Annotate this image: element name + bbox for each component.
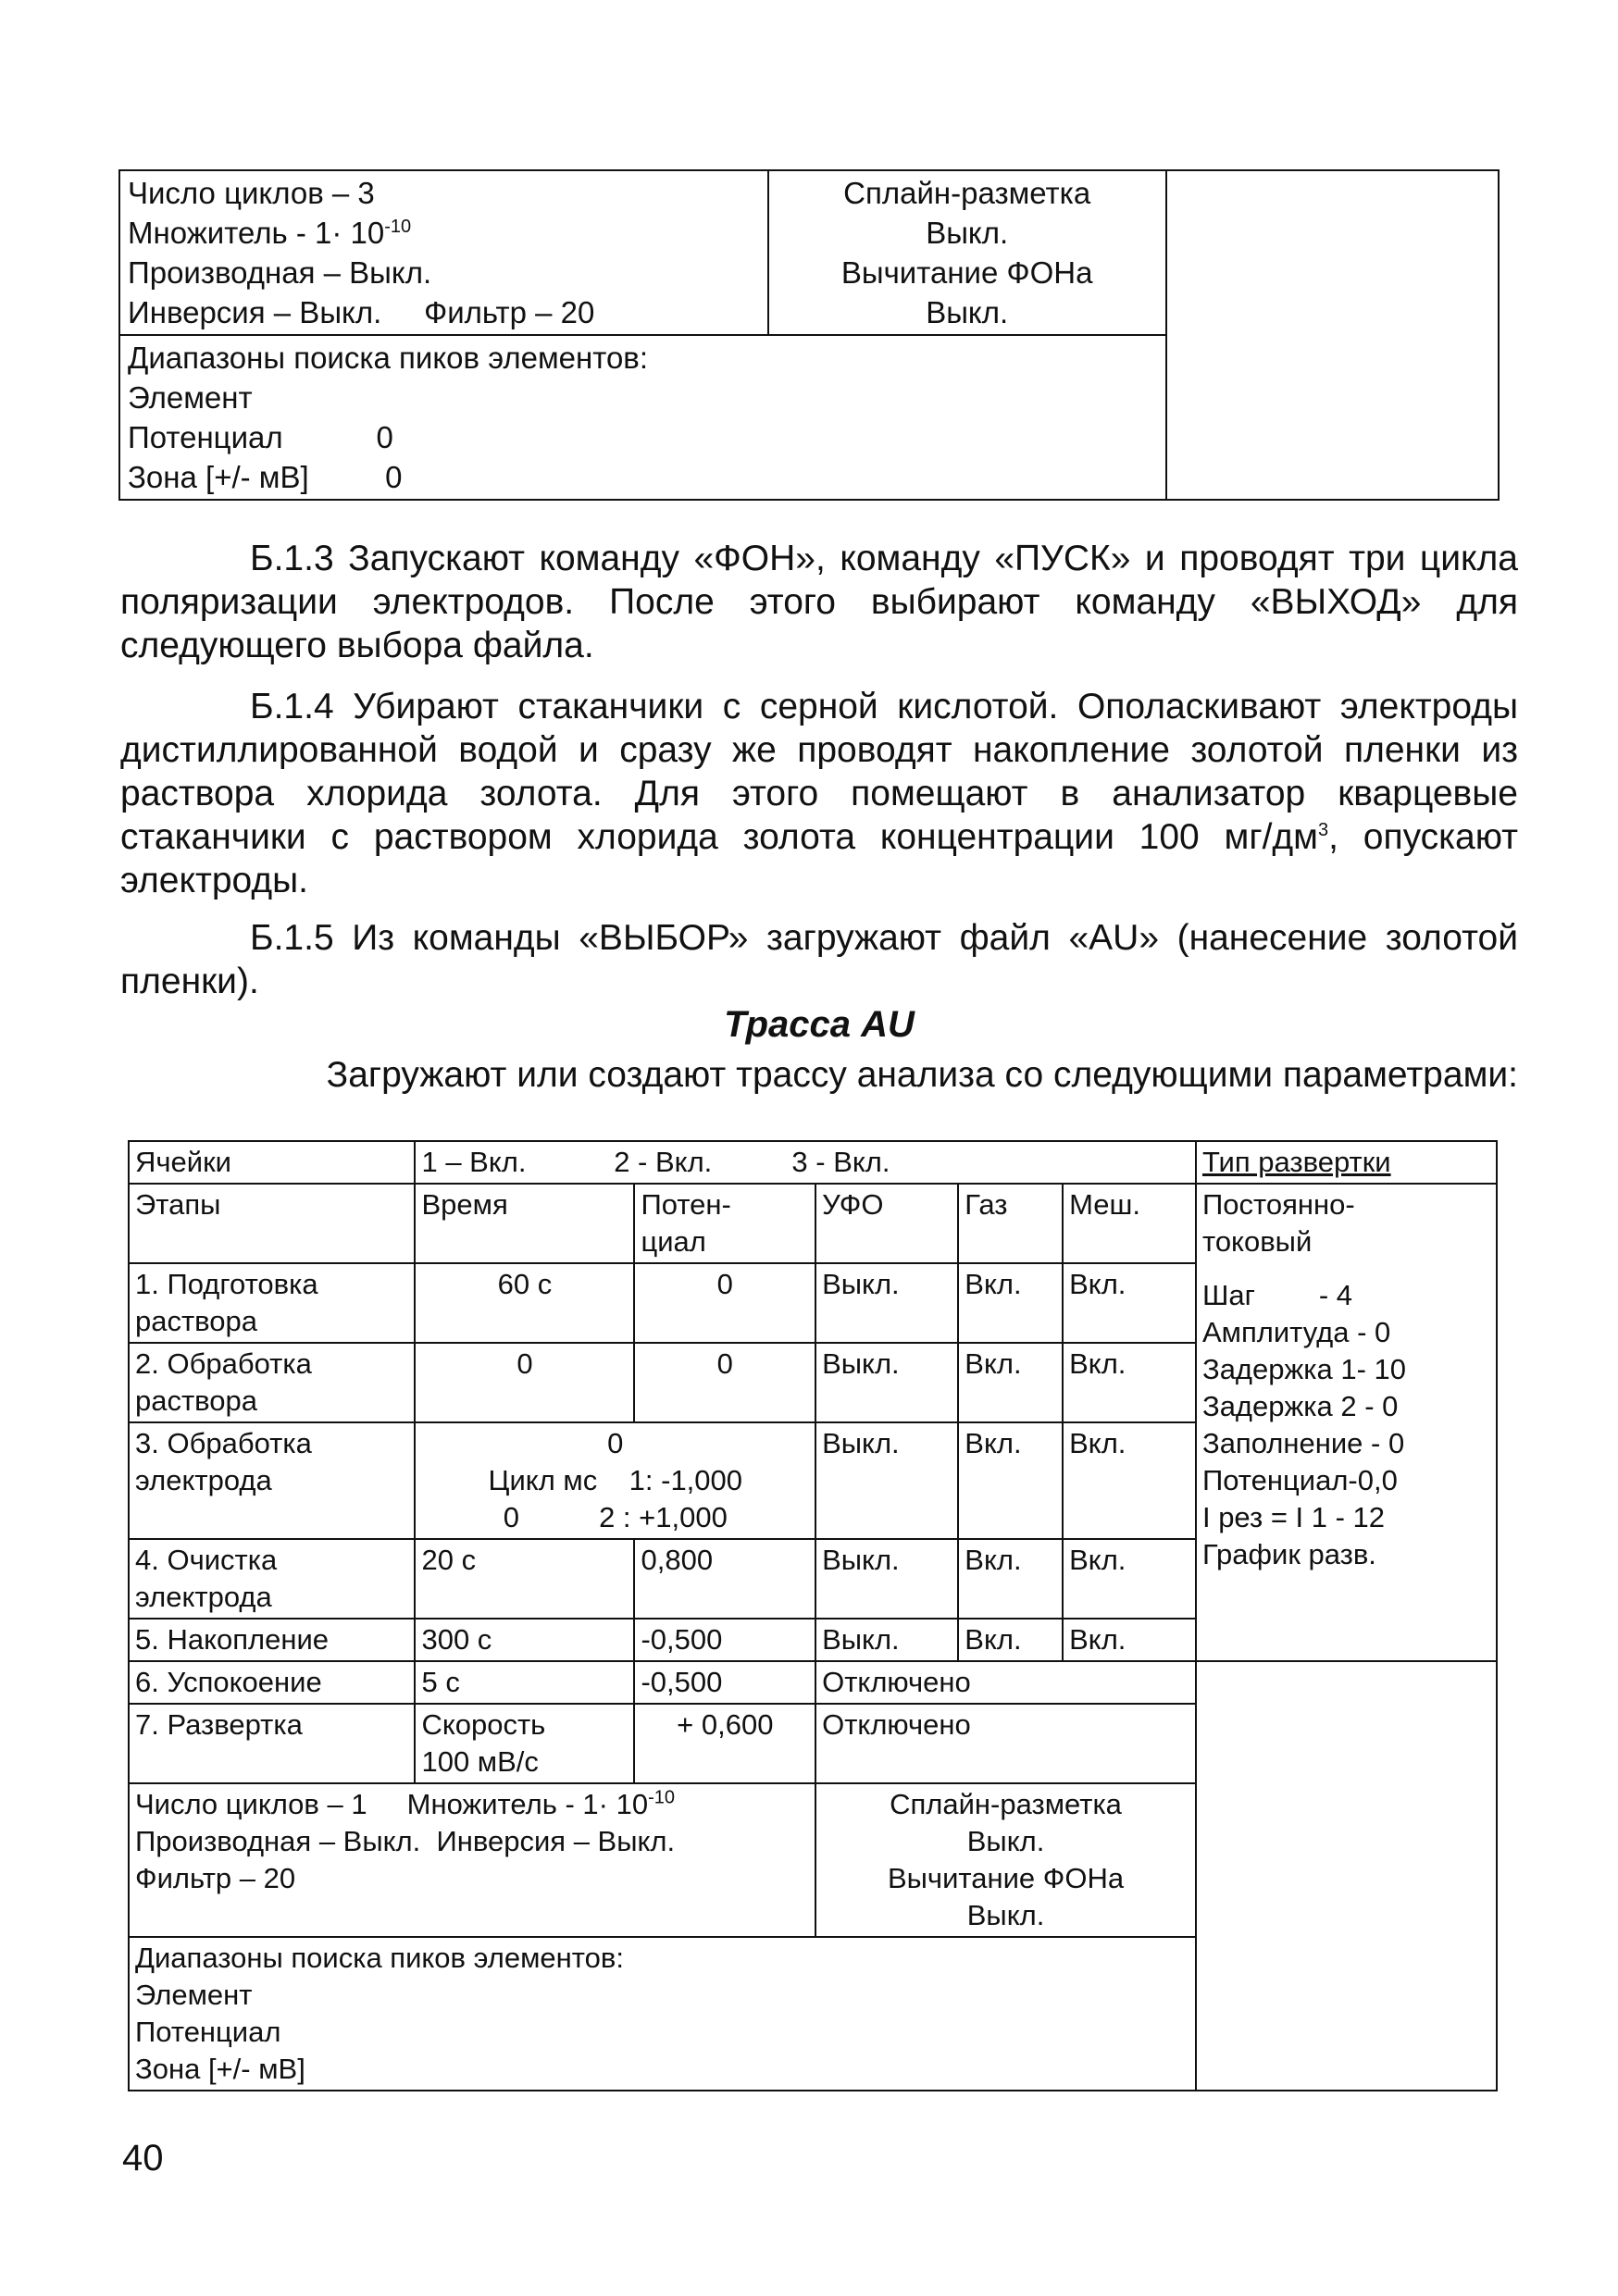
stage-time-potential: 0 Цикл мс 1: -1,000 0 2 : +1,000 [415,1422,815,1539]
parameters-table-1 [118,169,1500,501]
search-potential: Потенциал [135,2016,281,2048]
sweep-amplitude: Амплитуда - 0 [1201,1316,1391,1348]
stage-mix: Вкл. [1063,1539,1196,1619]
search-element: Элемент [128,380,253,415]
spline-value: Выкл. [926,216,1009,250]
trace-title: Трасса AU [724,1004,915,1045]
stage-name: 2. Обработка раствора [129,1343,415,1422]
header-ufo: УФО [815,1184,958,1263]
paragraph-b13: Б.1.3 Запускают команду «ФОН», команду «ПУСК» и проводят три цикла поляризации электродов. После этого выбирают команду «ВЫХОД» для следующего выбора файла. [120,539,1518,665]
trace-au-table [128,1140,1498,2091]
cells-values: 1 – Вкл. 2 - Вкл. 3 - Вкл. [415,1141,1196,1184]
stage-ufo: Выкл. [815,1422,958,1539]
trace-intro: Загружают или создают трассу анализа со следующими параметрами: [326,1055,1518,1095]
sweep-fill: Заполнение - 0 [1201,1427,1405,1459]
stage-gas: Вкл. [958,1422,1063,1539]
stage-status: Отключено [815,1704,1196,1783]
stage-gas: Вкл. [958,1263,1063,1343]
stage-potential: + 0,600 [634,1704,815,1783]
paragraph-b14: Б.1.4 Убирают стаканчики с серной кислотой. Ополаскивают электроды дистиллированной водой и сразу же проводят накопление золотой пленки из раствора хлорида золота. Для этого помещают в анализатор кварцевые стаканчики с раствором хлорида золота концентрации 100 $мг/дм^3$, опускают электроды. [120,687,1518,900]
sweep-parameters-cell [1196,1184,1497,1661]
stage-ufo: Выкл. [815,1619,958,1661]
stage-name: 6. Успокоение [129,1661,415,1704]
stage-potential: 0 [634,1263,815,1343]
search-zone: Зона [+/- мВ] [135,2053,305,2085]
stage-mix: Вкл. [1063,1343,1196,1422]
stage-name: 4. Очистка электрода [129,1539,415,1619]
stage-potential: 0 [634,1343,815,1422]
sweep-graph: График разв. [1201,1538,1376,1570]
sweep-step: Шаг - 4 [1201,1279,1353,1311]
header-potential: Потен- циал [634,1184,815,1263]
table1-params-cell [119,170,768,335]
search-heading: Диапазоны поиска пиков элементов: [135,1942,624,1974]
stage-name: 3. Обработка электрода [129,1422,415,1539]
bottom-spline-cell [815,1783,1196,1937]
sweep-potential: Потенциал-0,0 [1201,1464,1398,1496]
header-time: Время [415,1184,634,1263]
spline-value: Выкл. [966,1825,1045,1857]
stage-time: Скорость 100 мВ/с [415,1704,634,1783]
stage-status: Отключено [815,1661,1196,1704]
background-subtract-label: Вычитание ФОНа [840,255,1093,290]
sweep-delay-1: Задержка 1- 10 [1201,1353,1406,1385]
background-subtract-label: Вычитание ФОНа [887,1862,1125,1894]
sweep-type-value: Постоянно- токовый [1201,1188,1355,1258]
bottom-search-cell [129,1937,1196,2091]
background-subtract-value: Выкл. [926,295,1009,329]
header-gas: Газ [958,1184,1063,1263]
table-row [129,1661,1497,1704]
table1-empty-cell [1166,170,1499,500]
stage-ufo: Выкл. [815,1539,958,1619]
stage-potential: -0,500 [634,1619,815,1661]
header-stages: Этапы [129,1184,415,1263]
spline-label: Сплайн-разметка [890,1788,1122,1820]
page-number: 40 [122,2138,164,2178]
cycles-count: Число циклов – 3 [128,176,375,210]
stage-gas: Вкл. [958,1343,1063,1422]
stage-name: 5. Накопление [129,1619,415,1661]
sweep-current: I рез = I 1 - 12 [1201,1501,1386,1533]
stage-name: 7. Развертка [129,1704,415,1783]
inversion-filter: Инверсия – Выкл. Фильтр – 20 [128,295,595,329]
bottom-cycles-multiplier: Число циклов – 1 Множитель - $1\cdot 10^{-10}$ [135,1787,675,1820]
search-element: Элемент [135,1979,253,2011]
stage-mix: Вкл. [1063,1619,1196,1661]
stage-ufo: Выкл. [815,1263,958,1343]
stage-time: 300 с [415,1619,634,1661]
background-subtract-value: Выкл. [966,1899,1045,1931]
stage-time: 60 с [415,1263,634,1343]
stage-mix: Вкл. [1063,1263,1196,1343]
table1-spline-cell [768,170,1166,335]
search-potential: Потенциал 0 [128,420,393,454]
sweep-type-header: Тип развертки [1196,1141,1497,1184]
stage-gas: Вкл. [958,1539,1063,1619]
spline-label: Сплайн-разметка [843,176,1091,210]
stage-gas: Вкл. [958,1619,1063,1661]
bottom-params-cell [129,1783,815,1937]
search-heading: Диапазоны поиска пиков элементов: [128,341,648,375]
stage-name: 1. Подготовка раствора [129,1263,415,1343]
table1-search-cell [119,335,1166,500]
stage-time: 5 с [415,1661,634,1704]
search-zone: Зона [+/- мВ] 0 [128,460,403,494]
cells-label: Ячейки [129,1141,415,1184]
sweep-delay-2: Задержка 2 - 0 [1201,1390,1399,1422]
bottom-filter: Фильтр – 20 [135,1862,296,1894]
bottom-derivative: Производная – Выкл. Инверсия – Выкл. [135,1825,676,1857]
paragraph-b15: Б.1.5 Из команды «ВЫБОР» загружают файл «AU» (нанесение золотой пленки). [120,918,1518,1001]
stage-mix: Вкл. [1063,1422,1196,1539]
stage-ufo: Выкл. [815,1343,958,1422]
stage-potential: -0,500 [634,1661,815,1704]
stage-time: 0 [415,1343,634,1422]
multiplier: Множитель - $1\cdot 10^{-10}$ [128,216,412,250]
header-mix: Меш. [1063,1184,1196,1263]
right-empty-cell [1196,1661,1497,2091]
derivative: Производная – Выкл. [128,255,432,290]
stage-potential: 0,800 [634,1539,815,1619]
stage-time: 20 с [415,1539,634,1619]
